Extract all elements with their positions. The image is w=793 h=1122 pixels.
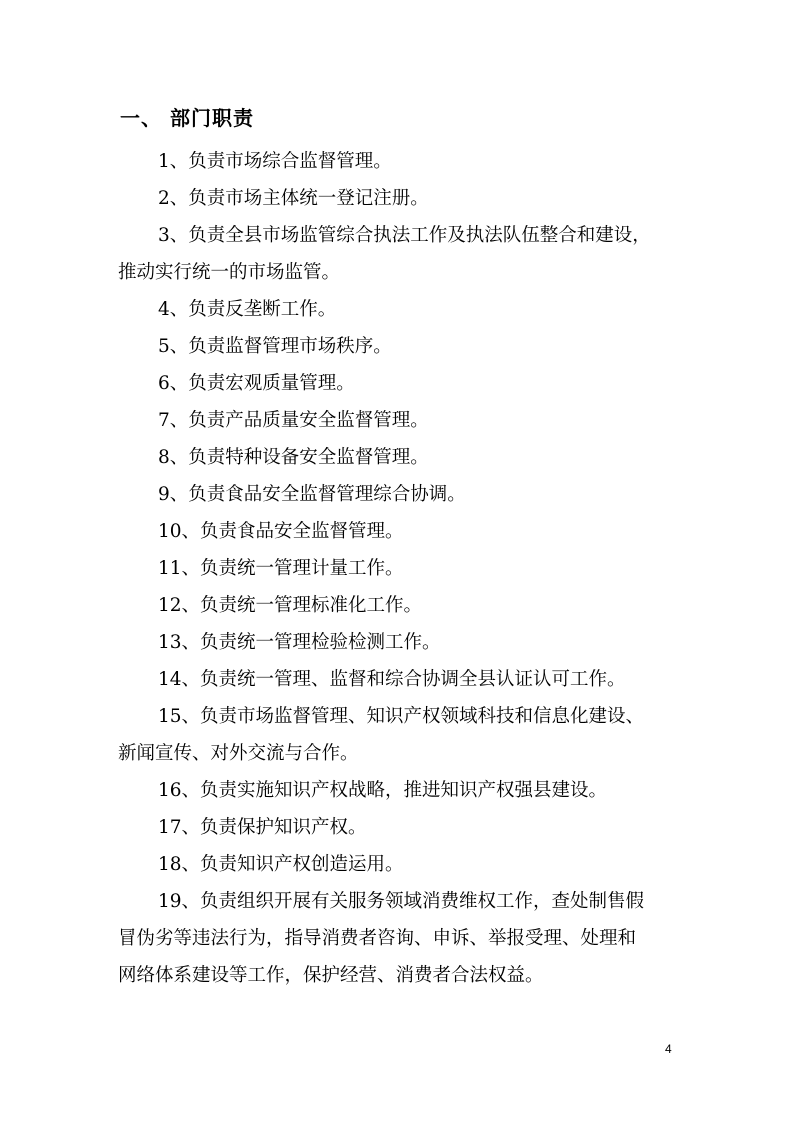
item-line-continued: 冒伪劣等违法行为，指导消费者咨询、申诉、举报受理、处理和 <box>118 928 637 949</box>
list-item <box>118 217 678 291</box>
item-line: 7、负责产品质量安全监督管理。 <box>158 410 429 431</box>
list-item <box>118 846 678 883</box>
item-line: 6、负责宏观质量管理。 <box>158 373 355 394</box>
item-line-continued: 网络体系建设等工作，保护经营、消费者合法权益。 <box>118 965 544 986</box>
list-item <box>118 883 678 994</box>
list-item <box>118 291 678 328</box>
list-item <box>118 402 678 439</box>
item-line: 15、负责市场监督管理、知识产权领域科技和信息化建设、 <box>158 706 645 727</box>
list-item <box>118 772 678 809</box>
list-item <box>118 439 678 476</box>
item-line: 9、负责食品安全监督管理综合协调。 <box>158 484 466 505</box>
list-item <box>118 661 678 698</box>
item-line: 19、负责组织开展有关服务领域消费维权工作，查处制售假 <box>158 891 645 912</box>
list-item <box>118 476 678 513</box>
section-title: 一、 部门职责 <box>120 106 254 130</box>
list-item <box>118 328 678 365</box>
item-line: 1、负责市场综合监督管理。 <box>158 151 392 172</box>
item-line: 18、负责知识产权创造运用。 <box>158 854 404 875</box>
item-line: 2、负责市场主体统一登记注册。 <box>158 188 429 209</box>
item-line-continued: 推动实行统一的市场监管。 <box>118 262 341 283</box>
list-item <box>118 143 678 180</box>
list-item <box>118 698 678 772</box>
item-line: 4、负责反垄断工作。 <box>158 299 337 320</box>
item-line: 12、负责统一管理标准化工作。 <box>158 595 423 616</box>
list-item <box>118 624 678 661</box>
item-line: 5、负责监督管理市场秩序。 <box>158 336 392 357</box>
item-line: 14、负责统一管理、监督和综合协调全县认证认可工作。 <box>158 669 626 690</box>
item-line: 17、负责保护知识产权。 <box>158 817 367 838</box>
item-line: 16、负责实施知识产权战略，推进知识产权强县建设。 <box>158 780 608 801</box>
duties-list <box>118 143 678 994</box>
list-item <box>118 513 678 550</box>
list-item <box>118 550 678 587</box>
list-item <box>118 365 678 402</box>
list-item <box>118 809 678 846</box>
item-line: 8、负责特种设备安全监督管理。 <box>158 447 429 468</box>
page-number: 4 <box>665 1042 672 1056</box>
item-line: 3、负责全县市场监管综合执法工作及执法队伍整合和建设， <box>158 225 651 246</box>
item-line-continued: 新闻宣传、对外交流与合作。 <box>118 743 359 764</box>
list-item <box>118 180 678 217</box>
item-line: 13、负责统一管理检验检测工作。 <box>158 632 441 653</box>
list-item <box>118 587 678 624</box>
item-line: 10、负责食品安全监督管理。 <box>158 521 404 542</box>
item-line: 11、负责统一管理计量工作。 <box>158 558 404 579</box>
